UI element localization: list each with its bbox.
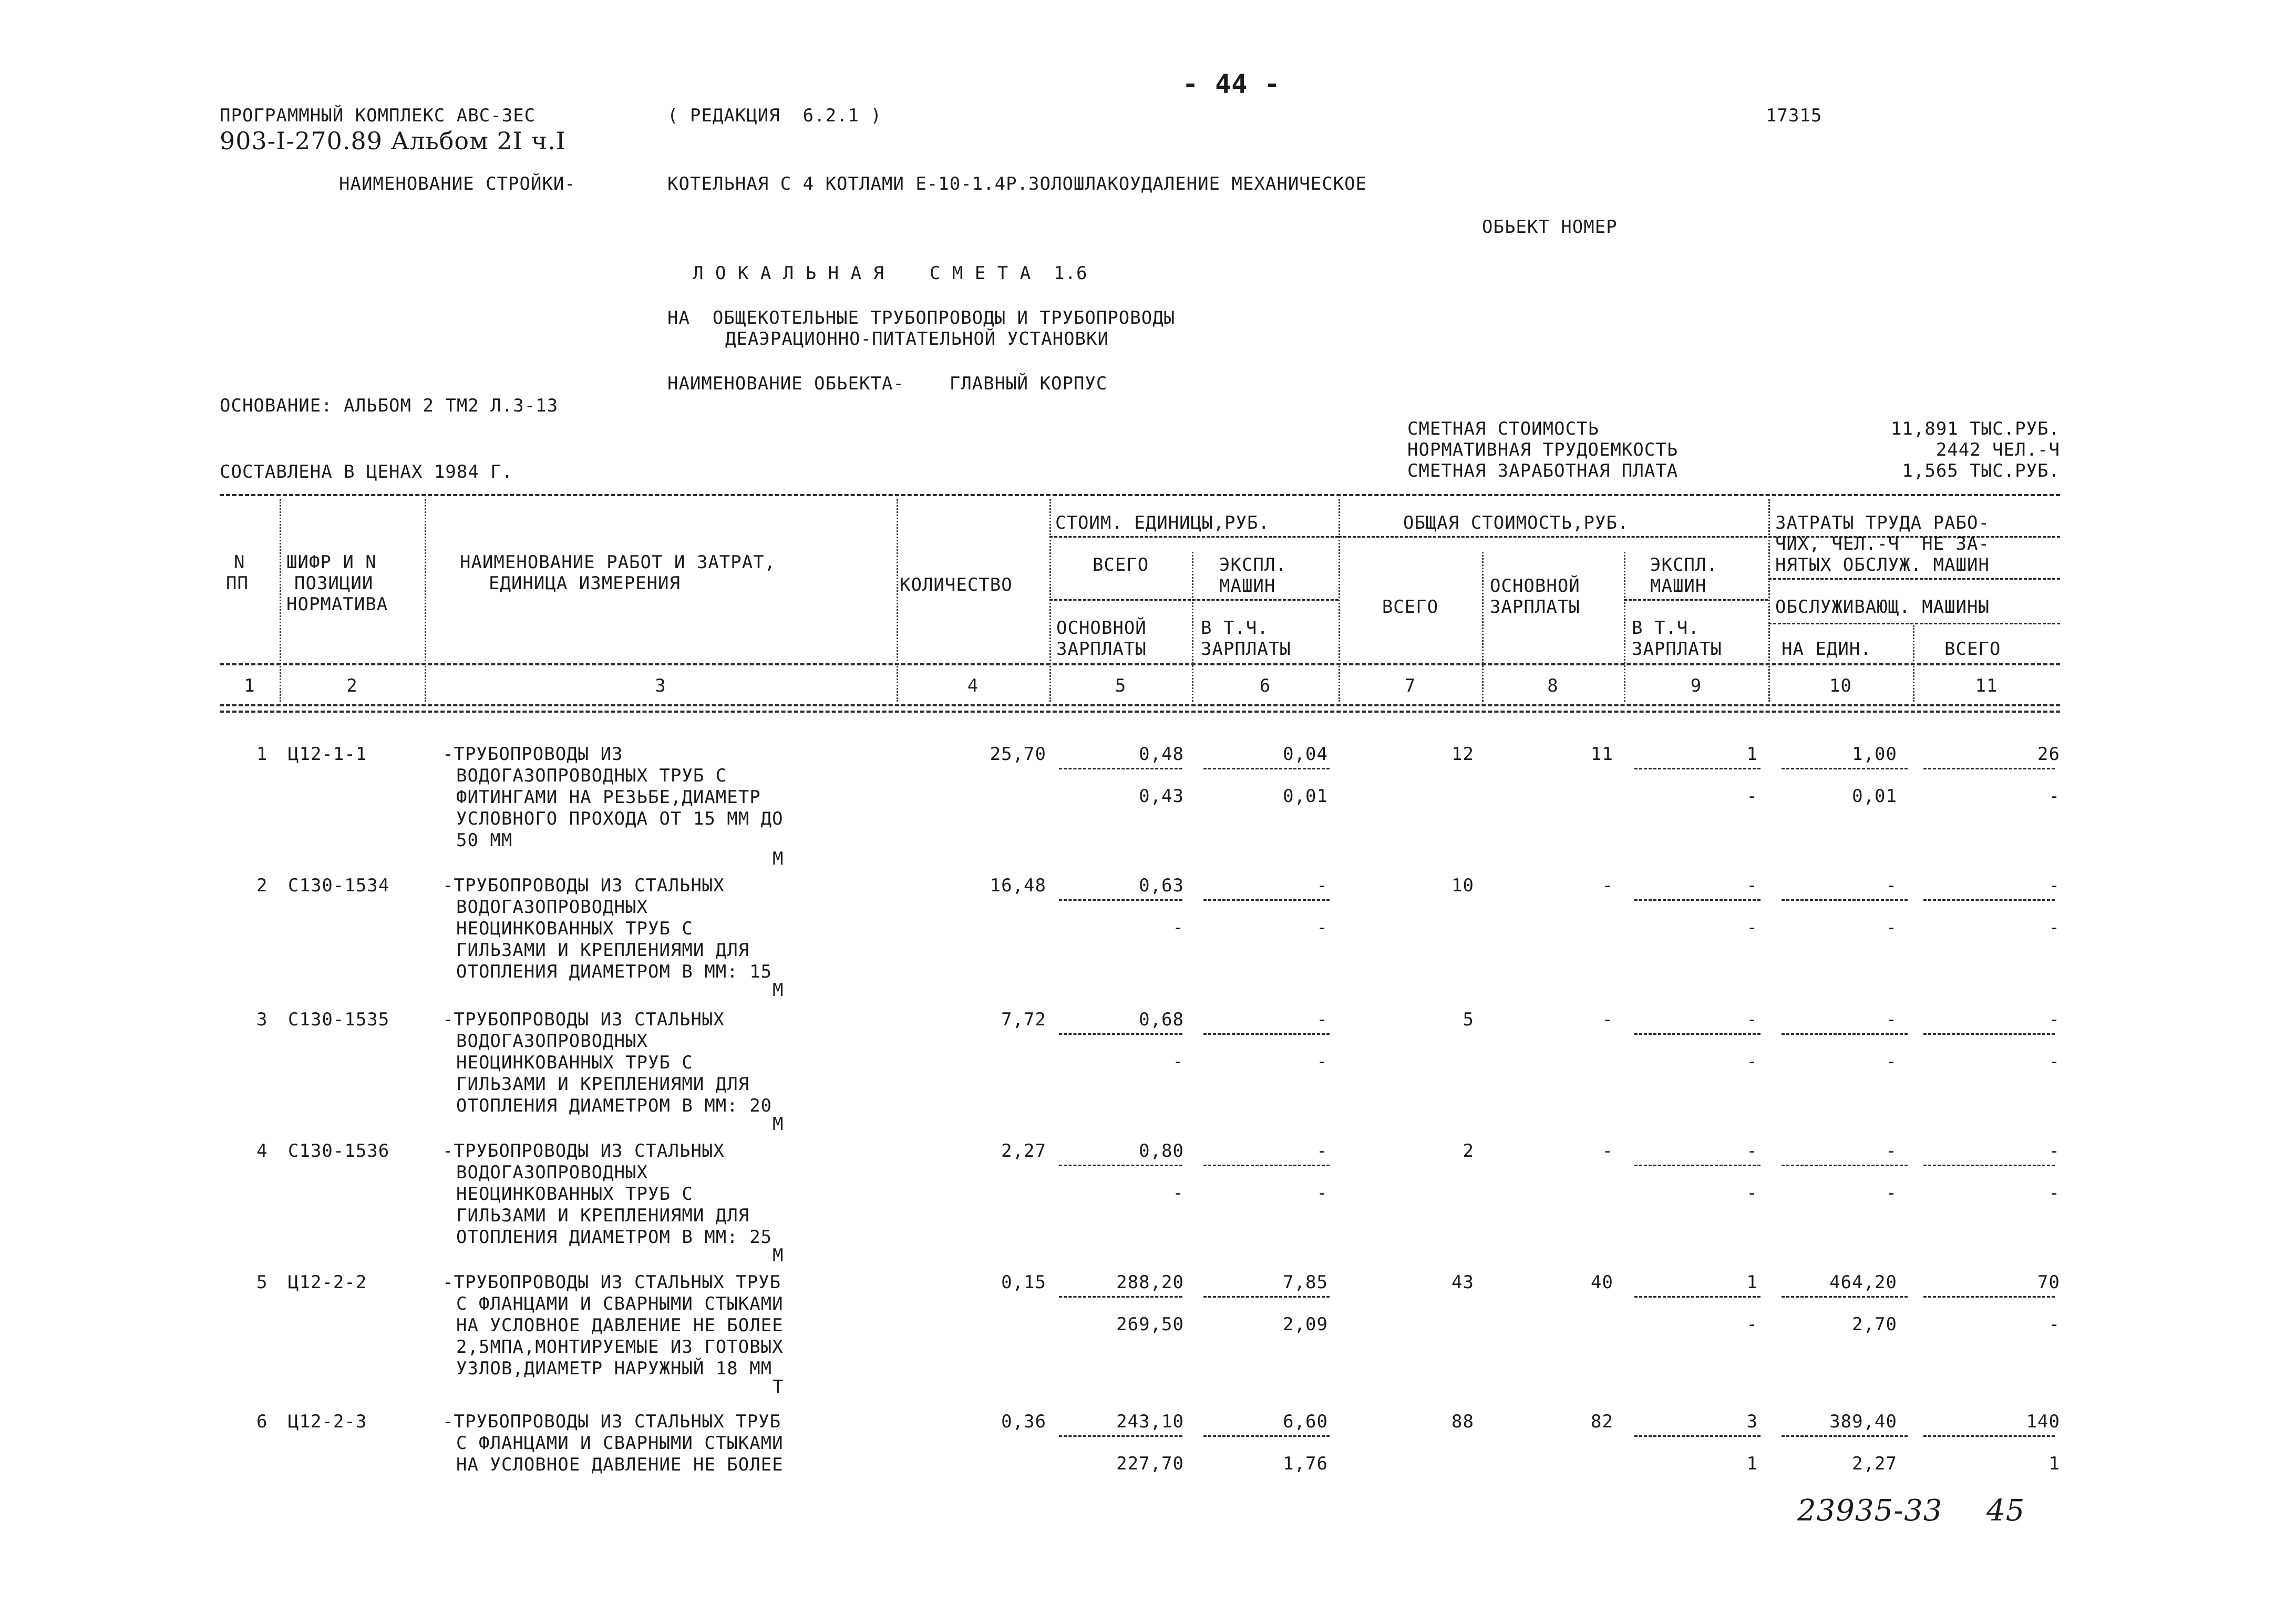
cell-separator [1782, 899, 1908, 901]
header-bottom-rule [220, 663, 2060, 665]
colnum-bottom-rule [220, 704, 2060, 706]
cell-separator [1059, 1435, 1182, 1437]
col-number: 4 [967, 675, 979, 696]
labor-total: - [2048, 1009, 2060, 1030]
total-base-wage: 11 [1591, 744, 1613, 765]
row-code: Ц12-1-1 [288, 744, 367, 765]
cell-separator [1203, 1296, 1330, 1298]
labor-machines-per-unit: 2,27 [1852, 1453, 1897, 1474]
unit-cost-machines: - [1316, 875, 1328, 896]
unit-base-wage: - [1172, 1051, 1184, 1072]
row-quantity: 0,15 [1001, 1272, 1046, 1293]
prices-basis: СОСТАВЛЕНА В ЦЕНАХ 1984 Г. [220, 461, 513, 482]
labor-per-unit: 464,20 [1829, 1272, 1897, 1293]
summary-value: 1,565 ТЫС.РУБ. [1902, 460, 2060, 481]
col-number: 5 [1115, 675, 1127, 696]
header-code-3: НОРМАТИВА [286, 594, 388, 615]
labor-machines-total: - [2048, 786, 2060, 807]
col-number: 10 [1829, 675, 1852, 696]
summary-label: СМЕТНАЯ СТОИМОСТЬ [1407, 418, 1599, 439]
row-description-line: УЗЛОВ,ДИАМЕТР НАРУЖНЫЙ 18 ММ [456, 1358, 773, 1379]
row-unit: М [773, 1114, 784, 1135]
header-qty: КОЛИЧЕСТВО [900, 574, 1013, 595]
header-unit-base-2: ЗАРПЛАТЫ [1056, 639, 1147, 660]
total-base-wage: - [1602, 1140, 1613, 1161]
row-unit: М [773, 1245, 784, 1266]
labor-total: - [2048, 1140, 2060, 1161]
labor-total: 70 [2037, 1272, 2060, 1293]
header-labor-sub: ОБСЛУЖИВАЮЩ. МАШИНЫ [1775, 597, 1990, 618]
labor-machines-total: - [2048, 1051, 2060, 1072]
total-machine-wage: - [1746, 1183, 1758, 1204]
edition: ( РЕДАКЦИЯ 6.2.1 ) [667, 105, 882, 126]
col-number: 1 [244, 675, 255, 696]
labor-per-unit: - [1886, 1140, 1897, 1161]
header-total-mach-1: ЭКСПЛ. [1650, 554, 1718, 575]
header-total-mach-wage-1: В Т.Ч. [1632, 618, 1700, 639]
unit-base-wage: 269,50 [1116, 1314, 1184, 1335]
row-number: 5 [256, 1272, 268, 1293]
row-description-line: НА УСЛОВНОЕ ДАВЛЕНИЕ НЕ БОЛЕЕ [456, 1315, 784, 1336]
cell-separator [1203, 768, 1330, 769]
row-quantity: 0,36 [1001, 1411, 1046, 1432]
cell-separator [1923, 1165, 2055, 1166]
total-machine-wage: 1 [1746, 1453, 1758, 1474]
unit-cost-total: 288,20 [1116, 1272, 1184, 1293]
row-description-line: УСЛОВНОГО ПРОХОДА ОТ 15 ММ ДО [456, 808, 784, 829]
unit-cost-total: 0,80 [1139, 1140, 1184, 1161]
total-machines: 3 [1746, 1411, 1758, 1432]
cell-separator [1059, 1296, 1182, 1298]
labor-per-unit: - [1886, 875, 1897, 896]
unit-cost-machines: 0,04 [1283, 744, 1328, 765]
estimate-subject-line1: НА ОБЩЕКОТЕЛЬНЫЕ ТРУБОПРОВОДЫ И ТРУБОПРОВОДЫ [667, 307, 1176, 328]
summary-label: СМЕТНАЯ ЗАРАБОТНАЯ ПЛАТА [1407, 460, 1679, 481]
total-cost: 43 [1451, 1272, 1474, 1293]
row-code: Ц12-2-2 [288, 1272, 367, 1293]
column-divider [897, 499, 898, 702]
cell-separator [1059, 899, 1182, 901]
col-number: 6 [1259, 675, 1271, 696]
col-number: 2 [346, 675, 358, 696]
row-description-line: -ТРУБОПРОВОДЫ ИЗ СТАЛЬНЫХ [442, 1140, 725, 1161]
object-number-label: ОБЬЕКТ НОМЕР [1482, 217, 1618, 238]
header-total-cost: ОБЩАЯ СТОИМОСТЬ,РУБ. [1403, 512, 1629, 533]
row-description-line: НЕОЦИНКОВАННЫХ ТРУБ С [456, 1184, 693, 1205]
cell-separator [1203, 1165, 1330, 1166]
cell-separator [1782, 1435, 1908, 1437]
cell-separator [1923, 899, 2055, 901]
total-base-wage: - [1602, 875, 1613, 896]
unit-cost-machines: - [1316, 1140, 1328, 1161]
estimate-subject-line2: ДЕАЭРАЦИОННО-ПИТАТЕЛЬНОЙ УСТАНОВКИ [725, 328, 1109, 349]
unit-machine-wage: - [1316, 1183, 1328, 1204]
unit-cost-subrule [1049, 599, 1339, 601]
header-unit-mach-1: ЭКСПЛ. [1219, 554, 1287, 575]
header-total-mach-2: МАШИН [1650, 575, 1707, 597]
row-description-line: ГИЛЬЗАМИ И КРЕПЛЕНИЯМИ ДЛЯ [456, 940, 750, 961]
col-number: 7 [1404, 675, 1416, 696]
labor-subrule-2 [1768, 623, 2060, 624]
total-machines: 1 [1746, 1272, 1758, 1293]
header-total-base-1: ОСНОВНОЙ [1490, 575, 1580, 597]
total-machine-wage: - [1746, 1051, 1758, 1072]
row-description-line: ВОДОГАЗОПРОВОДНЫХ [456, 1031, 648, 1052]
labor-machines-total: 1 [2048, 1453, 2060, 1474]
column-divider [1768, 499, 1770, 702]
header-labor-2: ЧИХ, ЧЕЛ.-Ч НЕ ЗА- [1775, 533, 1990, 554]
cell-separator [1923, 1033, 2055, 1035]
cell-separator [1059, 1165, 1182, 1166]
col-number: 3 [655, 675, 666, 696]
header-labor-1: ЗАТРАТЫ ТРУДА РАБО- [1775, 512, 1990, 533]
total-cost: 5 [1463, 1009, 1474, 1030]
unit-cost-machines: - [1316, 1009, 1328, 1030]
row-description-line: ОТОПЛЕНИЯ ДИАМЕТРОМ В ММ: 15 [456, 961, 773, 982]
cell-separator [1634, 1435, 1760, 1437]
labor-total: - [2048, 875, 2060, 896]
header-name-2: ЕДИНИЦА ИЗМЕРЕНИЯ [489, 573, 681, 594]
header-unit-mach-wage-1: В Т.Ч. [1201, 618, 1269, 639]
labor-subrule [1768, 578, 2060, 580]
row-description-line: НА УСЛОВНОЕ ДАВЛЕНИЕ НЕ БОЛЕЕ [456, 1454, 784, 1475]
column-divider [425, 499, 426, 702]
construction-label: НАИМЕНОВАНИЕ СТРОЙКИ- [339, 173, 576, 194]
unit-base-wage: - [1172, 917, 1184, 938]
unit-cost-machines: 7,85 [1283, 1272, 1328, 1293]
total-cost: 2 [1463, 1140, 1474, 1161]
mach-subrule [1624, 599, 1768, 601]
header-labor-3: НЯТЫХ ОБСЛУЖ. МАШИН [1775, 554, 1990, 575]
row-description-line: ВОДОГАЗОПРОВОДНЫХ ТРУБ С [456, 765, 727, 786]
footer-code: 23935-33 [1797, 1494, 1943, 1528]
unit-base-wage: 0,43 [1139, 786, 1184, 807]
labor-machines-per-unit: 2,70 [1852, 1314, 1897, 1335]
row-description-line: -ТРУБОПРОВОДЫ ИЗ СТАЛЬНЫХ [442, 875, 725, 896]
cell-separator [1782, 1296, 1908, 1298]
row-quantity: 2,27 [1001, 1140, 1046, 1161]
header-name-1: НАИМЕНОВАНИЕ РАБОТ И ЗАТРАТ, [460, 552, 776, 573]
unit-machine-wage: 2,09 [1283, 1314, 1328, 1335]
cell-separator [1634, 1033, 1760, 1035]
labor-machines-per-unit: 0,01 [1852, 786, 1897, 807]
row-unit: Т [773, 1376, 784, 1397]
labor-machines-total: - [2048, 917, 2060, 938]
header-total-base-2: ЗАРПЛАТЫ [1490, 597, 1580, 618]
row-description-line: -ТРУБОПРОВОДЫ ИЗ СТАЛЬНЫХ ТРУБ [442, 1272, 781, 1293]
col-number: 11 [1975, 675, 1998, 696]
unit-cost-machines: 6,60 [1283, 1411, 1328, 1432]
labor-machines-per-unit: - [1886, 1183, 1897, 1204]
cell-separator [1782, 1033, 1908, 1035]
col-number: 8 [1547, 675, 1559, 696]
unit-machine-wage: - [1316, 917, 1328, 938]
row-quantity: 7,72 [1001, 1009, 1046, 1030]
summary-label: НОРМАТИВНАЯ ТРУДОЕМКОСТЬ [1407, 439, 1679, 460]
labor-per-unit: - [1886, 1009, 1897, 1030]
row-description-line: ВОДОГАЗОПРОВОДНЫХ [456, 897, 648, 918]
total-cost: 88 [1451, 1411, 1474, 1432]
header-unit-base-1: ОСНОВНОЙ [1056, 618, 1147, 639]
row-description-line: ОТОПЛЕНИЯ ДИАМЕТРОМ В ММ: 25 [456, 1227, 773, 1248]
col-number: 9 [1690, 675, 1702, 696]
unit-cost-total: 0,63 [1139, 875, 1184, 896]
row-number: 2 [256, 875, 268, 896]
footer-page: 45 [1986, 1494, 2025, 1528]
object-name: НАИМЕНОВАНИЕ ОБЬЕКТА- ГЛАВНЫЙ КОРПУС [667, 373, 1108, 394]
header-num-2: ПП [226, 573, 249, 594]
unit-cost-total: 0,48 [1139, 744, 1184, 765]
header-total-mach-wage-2: ЗАРПЛАТЫ [1632, 639, 1722, 660]
header-num-1: N [234, 552, 245, 573]
total-base-wage: 82 [1591, 1411, 1613, 1432]
cell-separator [1059, 1033, 1182, 1035]
cell-separator [1634, 899, 1760, 901]
total-machines: - [1746, 1140, 1758, 1161]
labor-per-unit: 389,40 [1829, 1411, 1897, 1432]
unit-cost-rule [1049, 536, 1339, 538]
row-number: 3 [256, 1009, 268, 1030]
cell-separator [1203, 1033, 1330, 1035]
total-machines: - [1746, 1009, 1758, 1030]
header-code-1: ШИФР И N [286, 552, 377, 573]
header-unit-mach-2: МАШИН [1219, 575, 1276, 597]
cell-separator [1923, 1435, 2055, 1437]
total-base-wage: - [1602, 1009, 1613, 1030]
header-unit-cost: СТОИМ. ЕДИНИЦЫ,РУБ. [1055, 512, 1270, 533]
header-unit-total: ВСЕГО [1092, 554, 1149, 575]
unit-machine-wage: - [1316, 1051, 1328, 1072]
header-labor-total: ВСЕГО [1944, 639, 2001, 660]
total-machine-wage: - [1746, 786, 1758, 807]
total-machines: - [1746, 875, 1758, 896]
cell-separator [1923, 1296, 2055, 1298]
header-code-2: ПОЗИЦИИ [294, 573, 374, 594]
row-number: 1 [256, 744, 268, 765]
estimate-title: Л О К А Л Ь Н А Я С М Е Т А 1.6 [693, 263, 1088, 284]
row-code: С130-1535 [288, 1009, 390, 1030]
cell-separator [1923, 768, 2055, 769]
total-machine-wage: - [1746, 917, 1758, 938]
doc-code: 17315 [1766, 105, 1823, 126]
summary-value: 11,891 ТЫС.РУБ. [1890, 418, 2060, 439]
page-number: - 44 - [1182, 69, 1281, 99]
row-quantity: 16,48 [990, 875, 1046, 896]
column-divider [280, 499, 281, 702]
row-description-line: С ФЛАНЦАМИ И СВАРНЫМИ СТЫКАМИ [456, 1293, 784, 1314]
basis: ОСНОВАНИЕ: АЛЬБОМ 2 ТМ2 Л.3-13 [220, 395, 559, 416]
album-reference: 903-I-270.89 Альбом 2I ч.I [220, 127, 566, 155]
header-unit-mach-wage-2: ЗАРПЛАТЫ [1201, 639, 1291, 660]
labor-machines-per-unit: - [1886, 1051, 1897, 1072]
row-description-line: 2,5МПА,МОНТИРУЕМЫЕ ИЗ ГОТОВЫХ [456, 1337, 784, 1358]
row-description-line: С ФЛАНЦАМИ И СВАРНЫМИ СТЫКАМИ [456, 1433, 784, 1454]
unit-base-wage: 227,70 [1116, 1453, 1184, 1474]
row-description-line: ВОДОГАЗОПРОВОДНЫХ [456, 1162, 648, 1183]
row-unit: М [773, 980, 784, 1001]
row-description-line: ГИЛЬЗАМИ И КРЕПЛЕНИЯМИ ДЛЯ [456, 1205, 750, 1226]
row-description-line: 50 ММ [456, 830, 513, 851]
labor-machines-total: - [2048, 1314, 2060, 1335]
labor-machines-per-unit: - [1886, 917, 1897, 938]
row-description-line: ОТОПЛЕНИЯ ДИАМЕТРОМ В ММ: 20 [456, 1095, 773, 1116]
total-cost: 12 [1451, 744, 1474, 765]
colnum-bottom-rule-2 [220, 711, 2060, 713]
row-code: С130-1534 [288, 875, 390, 896]
construction-value: КОТЕЛЬНАЯ С 4 КОТЛАМИ Е-10-1.4Р.ЗОЛОШЛАКОУДАЛЕНИЕ МЕХАНИЧЕСКОЕ [667, 173, 1367, 194]
row-code: Ц12-2-3 [288, 1411, 367, 1432]
cell-separator [1782, 768, 1908, 769]
row-description-line: НЕОЦИНКОВАННЫХ ТРУБ С [456, 1052, 693, 1073]
cell-separator [1203, 899, 1330, 901]
row-description-line: -ТРУБОПРОВОДЫ ИЗ [442, 744, 623, 765]
cell-separator [1634, 1296, 1760, 1298]
cell-separator [1203, 1435, 1330, 1437]
row-description-line: ГИЛЬЗАМИ И КРЕПЛЕНИЯМИ ДЛЯ [456, 1074, 750, 1095]
cell-separator [1634, 1165, 1760, 1166]
unit-machine-wage: 0,01 [1283, 786, 1328, 807]
total-cost: 10 [1451, 875, 1474, 896]
labor-total: 140 [2026, 1411, 2060, 1432]
total-machines: 1 [1746, 744, 1758, 765]
unit-cost-total: 0,68 [1139, 1009, 1184, 1030]
summary-value: 2442 ЧЕЛ.-Ч [1935, 439, 2060, 460]
total-machine-wage: - [1746, 1314, 1758, 1335]
row-description-line: НЕОЦИНКОВАННЫХ ТРУБ С [456, 918, 693, 939]
row-quantity: 25,70 [990, 744, 1046, 765]
total-base-wage: 40 [1591, 1272, 1613, 1293]
unit-base-wage: - [1172, 1183, 1184, 1204]
labor-total: 26 [2037, 744, 2060, 765]
row-description-line: -ТРУБОПРОВОДЫ ИЗ СТАЛЬНЫХ [442, 1009, 725, 1030]
unit-machine-wage: 1,76 [1283, 1453, 1328, 1474]
labor-machines-total: - [2048, 1183, 2060, 1204]
table-top-rule [220, 494, 2060, 496]
row-description-line: ФИТИНГАМИ НА РЕЗЬБЕ,ДИАМЕТР [456, 787, 761, 808]
cell-separator [1634, 768, 1760, 769]
cell-separator [1059, 768, 1182, 769]
labor-per-unit: 1,00 [1852, 744, 1897, 765]
row-description-line: -ТРУБОПРОВОДЫ ИЗ СТАЛЬНЫХ ТРУБ [442, 1411, 781, 1432]
row-code: С130-1536 [288, 1140, 390, 1161]
cell-separator [1782, 1165, 1908, 1166]
row-number: 4 [256, 1140, 268, 1161]
row-unit: М [773, 848, 784, 869]
program-name: ПРОГРАММНЫЙ КОМПЛЕКС АВС-ЗЕС [220, 105, 536, 126]
header-total-all: ВСЕГО [1382, 597, 1439, 618]
header-labor-unit: НА ЕДИН. [1782, 639, 1872, 660]
unit-cost-total: 243,10 [1116, 1411, 1184, 1432]
row-number: 6 [256, 1411, 268, 1432]
